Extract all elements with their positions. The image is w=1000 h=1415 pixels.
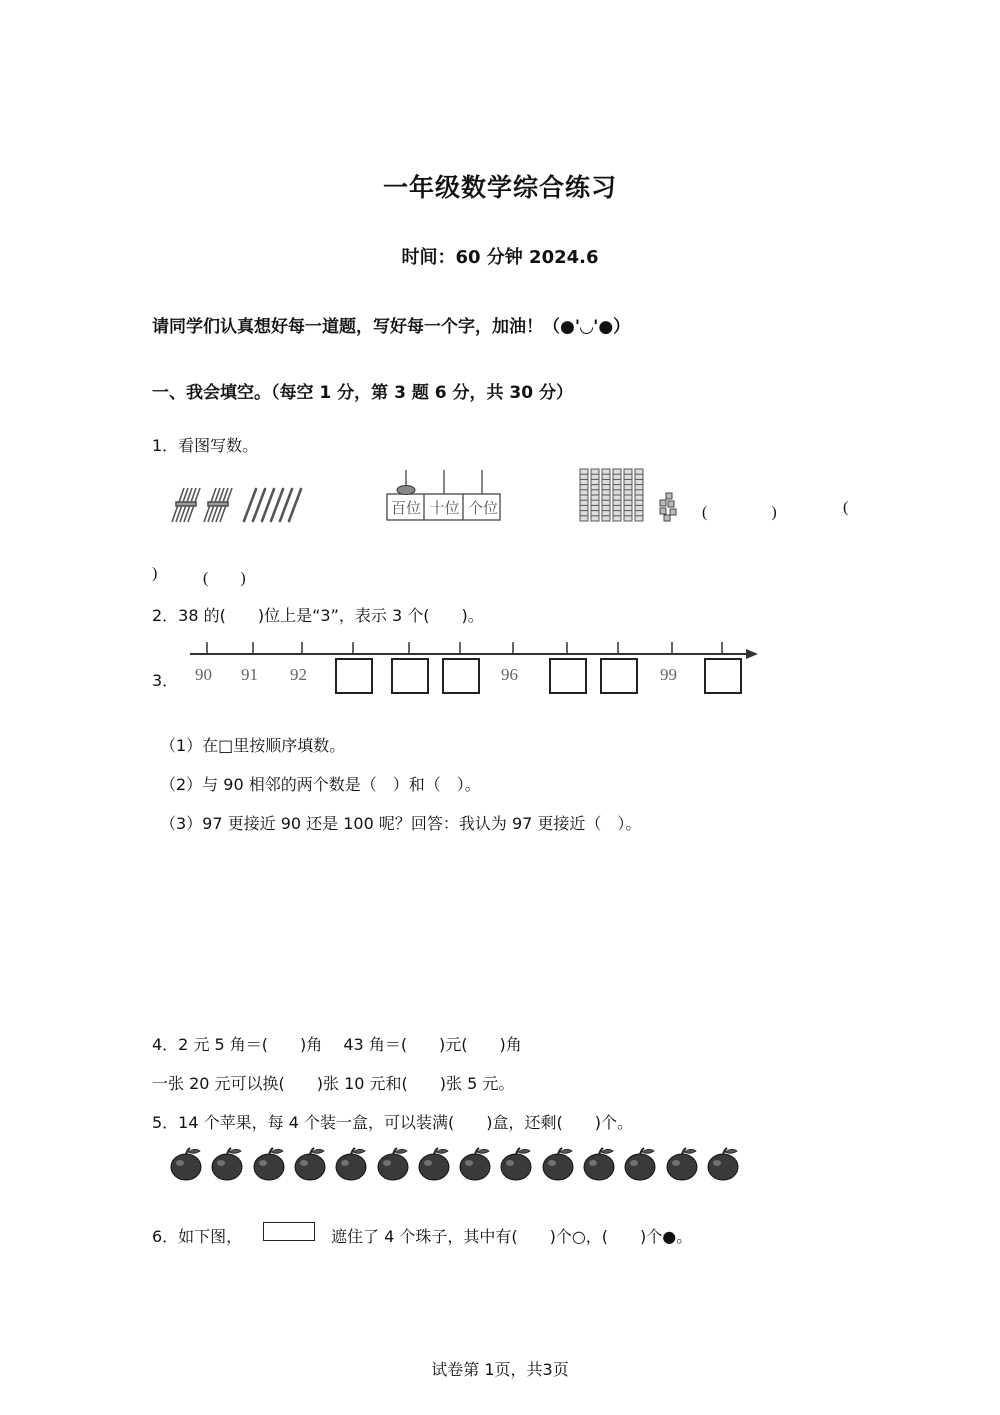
apple-icon (416, 1146, 452, 1182)
apple-icon (292, 1146, 328, 1182)
question-6-prefix: 6．如下图， (152, 1227, 243, 1246)
question-5: 5．14 个苹果，每 4 个装一盒，可以装满( )盒，还剩( )个。 (152, 1113, 633, 1132)
question-3-label: 3． (152, 671, 179, 690)
number-line-label: 92 (290, 665, 307, 684)
number-line-label: 96 (501, 665, 518, 684)
abacus-label-ones: 个位 (467, 501, 498, 517)
abacus-label-hundreds: 百位 (390, 501, 421, 517)
question-4-line1: 4．2 元 5 角＝( )角 43 角＝( )元( )角 (152, 1035, 522, 1054)
apple-icon (251, 1146, 287, 1182)
page-title: 一年级数学综合练习 (382, 173, 617, 202)
number-line-answer-box[interactable] (704, 658, 742, 694)
question-4-line2: 一张 20 元可以换( )张 10 元和( )张 5 元。 (152, 1074, 515, 1093)
apple-icon (209, 1146, 245, 1182)
number-line-answer-box[interactable] (600, 658, 638, 694)
cover-rectangle (263, 1222, 315, 1241)
encouragement: 请同学们认真想好每一道题，写好每一个字，加油！（●'◡'●） (152, 317, 631, 337)
number-line-label: 99 (660, 665, 677, 684)
question-3-sub3: （3）97 更接近 90 还是 100 呢？回答：我认为 97 更接近（ ）。 (160, 814, 642, 833)
exam-time: 时间：60 分钟 2024.6 (401, 247, 599, 268)
apple-icon (540, 1146, 576, 1182)
question-1: 1．看图写数。 (152, 436, 259, 455)
number-line-answer-box[interactable] (391, 658, 429, 694)
question-3-sub2: （2）与 90 相邻的两个数是（ ）和（ ）。 (160, 775, 481, 794)
apple-icon (333, 1146, 369, 1182)
apple-icon (457, 1146, 493, 1182)
number-line-answer-box[interactable] (335, 658, 373, 694)
apple-icon (664, 1146, 700, 1182)
number-line-label: 90 (195, 665, 212, 684)
section-heading: 一、我会填空。（每空 1 分，第 3 题 6 分，共 30 分） (152, 383, 573, 403)
q1-blank-a[interactable]: ( ) (702, 504, 777, 521)
apple-icon (705, 1146, 741, 1182)
apple-icon (581, 1146, 617, 1182)
q1-blank-b-open[interactable]: ( (843, 499, 849, 516)
base-ten-blocks-image (578, 467, 688, 525)
question-6-suffix: 遮住了 4 个珠子，其中有( )个○，( )个●。 (331, 1227, 693, 1246)
page-number: 试卷第 1页，共3页 (431, 1360, 569, 1379)
apple-icon (622, 1146, 658, 1182)
number-line-answer-box[interactable] (549, 658, 587, 694)
number-line-label: 91 (241, 665, 258, 684)
abacus-label-tens: 十位 (429, 501, 460, 517)
apple-icon (498, 1146, 534, 1182)
apple-icon (375, 1146, 411, 1182)
q1-blank-c[interactable]: ( ) (203, 570, 246, 587)
question-2: 2．38 的( )位上是“3”，表示 3 个( )。 (152, 606, 484, 625)
number-line-answer-box[interactable] (442, 658, 480, 694)
stick-bundles-image (168, 486, 313, 526)
question-3-sub1: （1）在□里按顺序填数。 (160, 736, 346, 755)
apple-icon (168, 1146, 204, 1182)
q1-blank-b-close[interactable]: ) (152, 565, 158, 582)
